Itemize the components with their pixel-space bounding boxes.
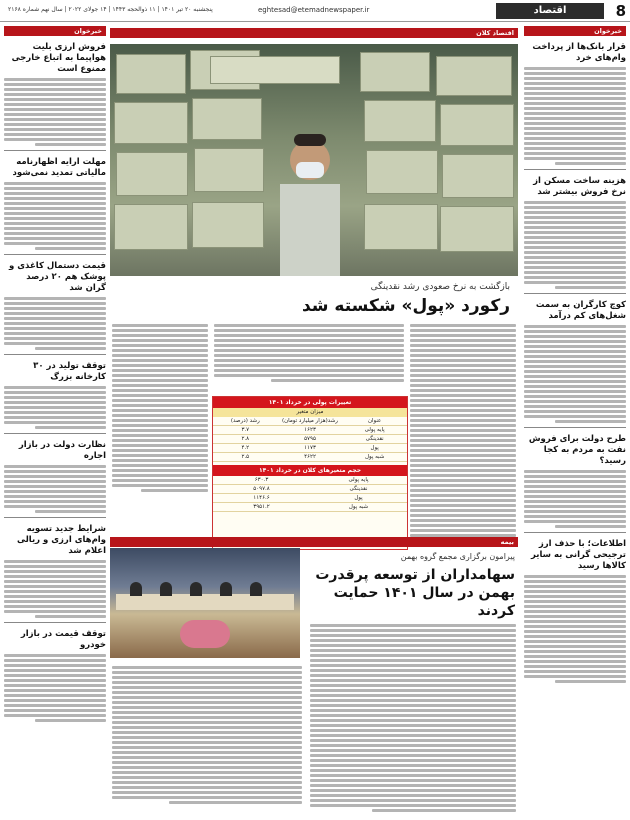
right-column-label: خبرخوان bbox=[524, 26, 626, 36]
story2-body bbox=[112, 664, 302, 806]
story-headline: رکورد «پول» شکسته شد bbox=[301, 296, 510, 316]
story2-body bbox=[310, 622, 516, 814]
left-column-label: خبرخوان bbox=[4, 26, 106, 36]
page-number: 8 bbox=[615, 2, 626, 20]
right-item-headline: قرار بانک‌ها از پرداخت وام‌های خرد bbox=[532, 42, 626, 63]
site-email: eghtesad@etemadnewspaper.ir bbox=[258, 6, 370, 14]
left-item-headline: توقف قیمت در بازار خودرو bbox=[20, 629, 106, 650]
left-item-headline: فروش ارزی بلیت هواپیما به اتباع خارجی ممنوع است bbox=[11, 42, 106, 74]
article-body bbox=[410, 322, 516, 549]
table-row: عنوان رشد(هزار میلیارد تومان) رشد (درصد) bbox=[213, 417, 407, 426]
right-item-headline: هزینه ساخت مسکن از نرخ فروش بیشتر شد bbox=[533, 176, 626, 197]
right-item-headline: طرح دولت برای فروش نفت به مردم به کجا رسید؟ bbox=[528, 434, 626, 466]
left-item-body bbox=[4, 386, 106, 429]
right-item-body bbox=[524, 67, 626, 165]
left-item-headline: توقف تولید در ۳۰ کارخانه بزرگ bbox=[33, 361, 106, 382]
right-item-headline: اطلاعات؛ با حذف ارز ترجیحی گرانی به سایر کالاها رسید bbox=[531, 539, 626, 571]
article-body bbox=[112, 322, 208, 494]
right-column bbox=[524, 26, 626, 685]
left-item-body bbox=[4, 654, 106, 722]
left-item-body bbox=[4, 560, 106, 618]
left-item-body bbox=[4, 78, 106, 146]
story2-kicker: پیرامون برگزاری مجمع گروه بهمن bbox=[400, 552, 515, 561]
table-row: نقدینگی ۵۷۹۵ ۲.۸ bbox=[213, 435, 407, 444]
right-item-body bbox=[524, 575, 626, 683]
main-section-label: اقتصاد کلان bbox=[110, 28, 518, 38]
box-subtitle: میزان متغیر bbox=[213, 408, 407, 417]
right-item-headline: کوچ کارگران به سمت شغل‌های کم درآمد bbox=[535, 300, 626, 321]
right-item-body bbox=[524, 325, 626, 423]
table-row: پول ۱۱۷۳ ۴.۲ bbox=[213, 444, 407, 453]
left-item-body bbox=[4, 297, 106, 350]
left-item-headline: قیمت دستمال کاغذی و پوشک هم ۲۰ درصد گران شد bbox=[9, 261, 106, 293]
table-row: شبه پول ۳۹۵۱.۲ bbox=[213, 503, 407, 512]
box-title-2: حجم متغیرهای کلان در خرداد ۱۴۰۱ bbox=[213, 465, 407, 476]
table-row: شبه پول ۴۶۲۲ ۲.۵ bbox=[213, 453, 407, 462]
story2-headline: سهامداران از توسعه پرقدرت بهمن در سال ۱۴۰۱ حمایت کردند bbox=[315, 567, 515, 619]
money-stats-box bbox=[212, 396, 408, 550]
table-row: نقدینگی ۵۰۹۷.۸ bbox=[213, 485, 407, 494]
table-row: پایه پولی ۱۶۲۳ ۳.۷ bbox=[213, 426, 407, 435]
story-kicker: بازگشت به نرخ صعودی رشد نقدینگی bbox=[370, 282, 510, 292]
box-title: تغییرات پولی در خرداد ۱۴۰۱ bbox=[213, 397, 407, 408]
table-row: پایه پولی ۶۳۰.۳ bbox=[213, 476, 407, 485]
left-item-headline: شرایط جدید تسویه وام‌های ارزی و ریالی اعلام شد bbox=[16, 524, 106, 556]
dateline: پنجشنبه ۲۰ تیر ۱۴۰۱ | ۱۱ ذوالحجه ۱۴۴۳ | ۱۴ جولای ۲۰۲۲ | سال نهم شماره ۲۱۶۸ bbox=[8, 6, 213, 13]
right-item-body bbox=[524, 201, 626, 289]
meeting-photo bbox=[110, 548, 300, 658]
left-item-headline: مهلت ارایه اظهارنامه مالیاتی تمدید نمی‌شود bbox=[12, 157, 106, 178]
man-figure bbox=[270, 114, 350, 276]
article-body bbox=[214, 322, 404, 384]
section-tab: اقتصاد bbox=[496, 3, 604, 19]
story2-section-label: بیمه bbox=[110, 537, 518, 547]
left-column bbox=[4, 26, 106, 724]
left-item-body bbox=[4, 182, 106, 250]
right-item-body bbox=[524, 470, 626, 528]
left-item-headline: نظارت دولت در بازار اجاره bbox=[18, 440, 106, 461]
money-stacks-photo bbox=[110, 44, 518, 276]
left-item-body bbox=[4, 465, 106, 513]
table-row: پول ۱۱۴۶.۶ bbox=[213, 494, 407, 503]
